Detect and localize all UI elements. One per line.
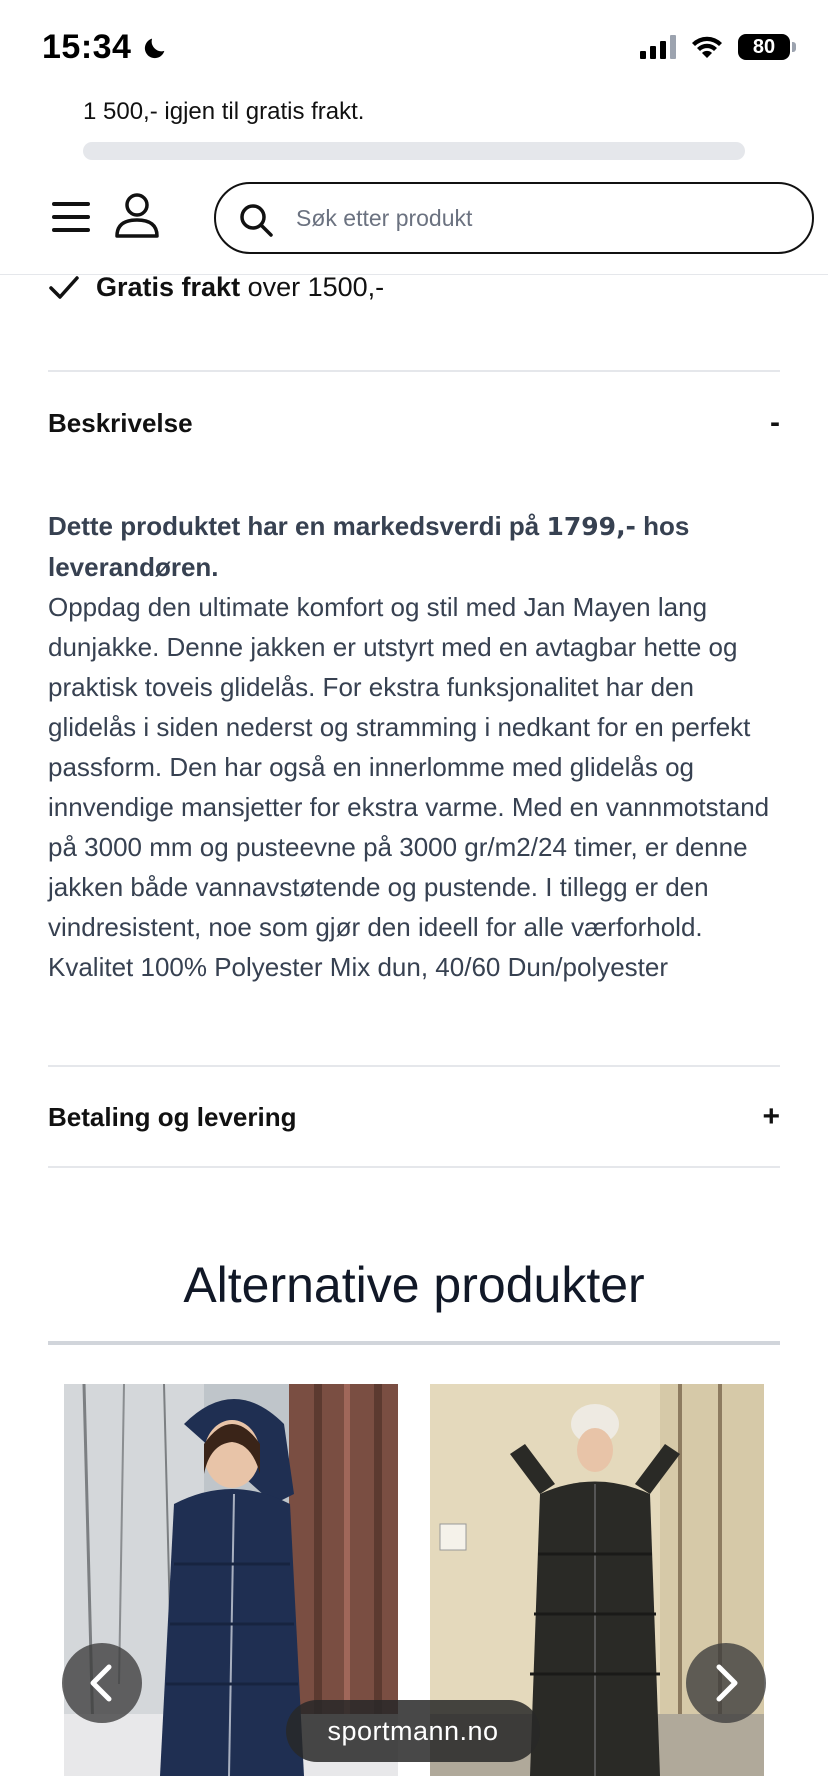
status-time bbox=[42, 28, 169, 67]
free-shipping-banner bbox=[0, 98, 828, 170]
free-shipping-usp bbox=[48, 272, 384, 303]
hamburger-menu-icon[interactable] bbox=[52, 202, 90, 232]
clock-text: 15:34 bbox=[42, 28, 132, 66]
checkmark-icon bbox=[48, 274, 80, 302]
collapse-toggle-icon[interactable]: - bbox=[770, 406, 780, 439]
wifi-icon bbox=[690, 34, 724, 60]
search-icon[interactable] bbox=[238, 202, 274, 238]
battery-level: 80 bbox=[752, 35, 776, 58]
section-underline bbox=[48, 1341, 780, 1345]
domain-watermark: sportmann.no bbox=[286, 1700, 540, 1762]
moon-icon bbox=[141, 34, 169, 62]
market-value-post: hos leverandøren. bbox=[48, 511, 690, 582]
divider bbox=[48, 1166, 780, 1168]
carousel-next-button[interactable] bbox=[686, 1643, 766, 1723]
accordion-description-title: Beskrivelse bbox=[48, 407, 193, 438]
market-value-note bbox=[48, 506, 783, 587]
accordion-description-header[interactable] bbox=[48, 393, 780, 453]
market-value-pre: Dette produktet har en markedsverdi på bbox=[48, 511, 547, 541]
user-account-icon[interactable] bbox=[114, 192, 160, 240]
divider bbox=[48, 370, 780, 372]
divider bbox=[48, 1065, 780, 1067]
alternative-products-title: Alternative produkter bbox=[183, 1257, 645, 1313]
carousel-prev-button[interactable] bbox=[62, 1643, 142, 1723]
chevron-left-icon bbox=[85, 1663, 119, 1703]
market-value-price: 1799,- bbox=[546, 512, 636, 541]
search-input[interactable] bbox=[296, 198, 776, 238]
usp-rest-text: over 1500,- bbox=[240, 272, 385, 302]
signal-icon bbox=[640, 35, 676, 59]
status-bar bbox=[0, 0, 828, 98]
free-shipping-text: 1 500,- igjen til gratis frakt. bbox=[83, 98, 365, 125]
usp-bold-text: Gratis frakt bbox=[96, 272, 241, 302]
product-description bbox=[48, 506, 783, 987]
usp-text bbox=[96, 272, 384, 303]
battery-icon bbox=[738, 34, 790, 60]
free-shipping-progress bbox=[83, 142, 745, 160]
status-indicators bbox=[640, 34, 790, 60]
expand-toggle-icon[interactable]: + bbox=[762, 1100, 780, 1133]
site-header bbox=[0, 170, 828, 275]
accordion-payment-header[interactable] bbox=[48, 1087, 780, 1147]
description-body: Oppdag den ultimate komfort og stil med Jan Mayen lang dunjakke. Denne jakken er utstyrt med en avtagbar hette og praktisk toveis glidelås. For ekstra funksjonalitet har den glidelås i siden nederst og stramming i nedkant for en perfekt passform. Den har også en innerlomme med glidelås og innvendige mansjetter for ekstra varme. Med en vannmotstand på 3000 mm og pusteevne på 3000 gr/m2/24 timer, er denne jakken både vannavstøtende og pustende. I tillegg er den vindresistent, noe som gjør den ideell for alle værforhold. Kvalitet 100% Polyester Mix dun, 40/60 Dun/polyester bbox=[48, 592, 770, 982]
accordion-payment-title: Betaling og levering bbox=[48, 1101, 297, 1132]
chevron-right-icon bbox=[709, 1663, 743, 1703]
search-box[interactable] bbox=[214, 182, 814, 254]
